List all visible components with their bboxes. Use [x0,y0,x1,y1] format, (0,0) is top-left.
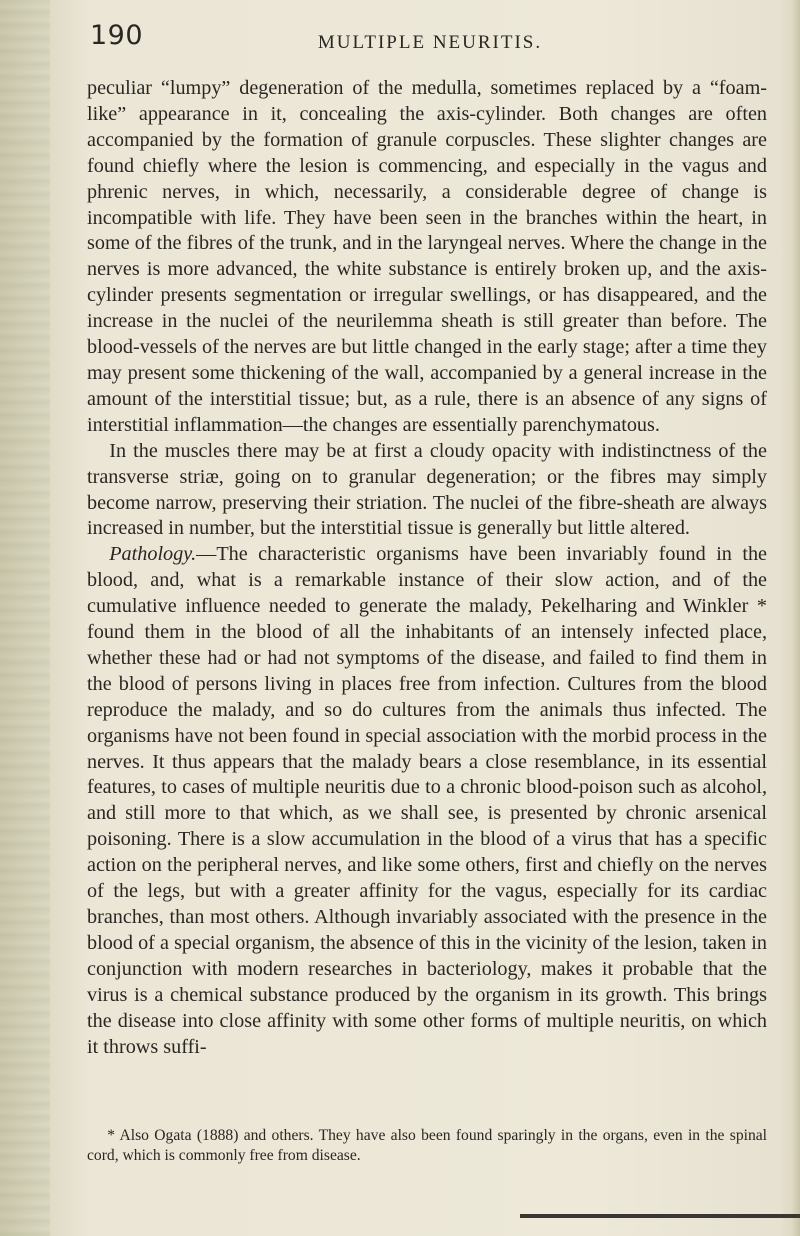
page-right-edge [790,0,800,1236]
pathology-text: —The characteristic organisms have been invariably found in the blood, and, what is a remarkable instance of their slow action, and of the cumulative influence needed to generate the malady, Pekelharing and Winkler * found them in the blood of all the inhabitants of an intensely infected place, whether these had or had not symptoms of the disease, and failed to find them in the blood of persons living in places free from infection. Cultures from the blood reproduce the malady, and so do cultures from the animals thus infected. The organisms have not been found in special association with the morbid process in the nerves. It thus appears that the malady bears a close resemblance, in its essential features, to cases of multiple neuritis due to a chronic blood-poison such as alcohol, and still more to that which, as we shall see, is presented by chronic arsenical poisoning. There is a slow accumulation in the blood of a virus that has a specific action on the peripheral nerves, and like some others, first and chiefly on the nerves of the legs, but with a greater affinity for the vagus, especially for its cardiac branches, than most others. Although invariably associated with the presence in the blood of a special organism, the absence of this in the vicinity of the lesion, taken in conjunction with modern researches in bacteriology, makes it probable that the virus is a chemical substance produced by the organism in its growth. This brings the disease into close affinity with some other forms of multiple neuritis, on which it throws suffi- [87,543,767,1058]
footnote-text: * Also Ogata (1888) and others. They have also been found sparingly in the organs, even in the spinal cord, which is commonly free from disease. [87,1127,767,1164]
page-header [90,20,770,60]
paragraph-muscles: In the muscles there may be at first a cloudy opacity with indistinctness of the transverse striæ, going on to granular degeneration; or the fibres may simply become narrow, preserving their striation. The nuclei of the fibre-sheath are always increased in number, but the interstitial tissue is generally but little altered. [87,439,767,540]
page-number: 190 [90,20,144,51]
paragraph-pathological-changes: peculiar “lumpy” degeneration of the medulla, sometimes replaced by a “foam-like” appearance in it, concealing the axis-cylinder. Both changes are often accompanied by the formation of granule corpuscles. These slighter changes are found chiefly where the lesion is commencing, and especially in the vagus and phrenic nerves, in which, necessarily, a considerable degree of change is incompatible with life. They have been seen in the branches within the heart, in some of the fibres of the trunk, and in the laryngeal nerves. Where the change in the nerves is more advanced, the white substance is entirely broken up, and the axis-cylinder presents segmentation or irregular swellings, or has disappeared, and the increase in the nuclei of the neurilemma sheath is still greater than before. The blood-vessels of the nerves are but little changed in the early stage; after a time they may present some thickening of the wall, accompanied by a general increase in the amount of the interstitial tissue; but, as a rule, there is an absence of any signs of interstitial inflammation—the changes are essentially parenchymatous. [87,77,767,436]
body-text [87,76,767,1060]
pathology-heading: Pathology. [109,543,197,566]
page-left-edge [0,0,50,1236]
bottom-rule [520,1214,800,1218]
paragraph-pathology [87,542,767,1060]
running-head: MULTIPLE NEURITIS. [317,32,543,53]
footnote [87,1126,767,1166]
